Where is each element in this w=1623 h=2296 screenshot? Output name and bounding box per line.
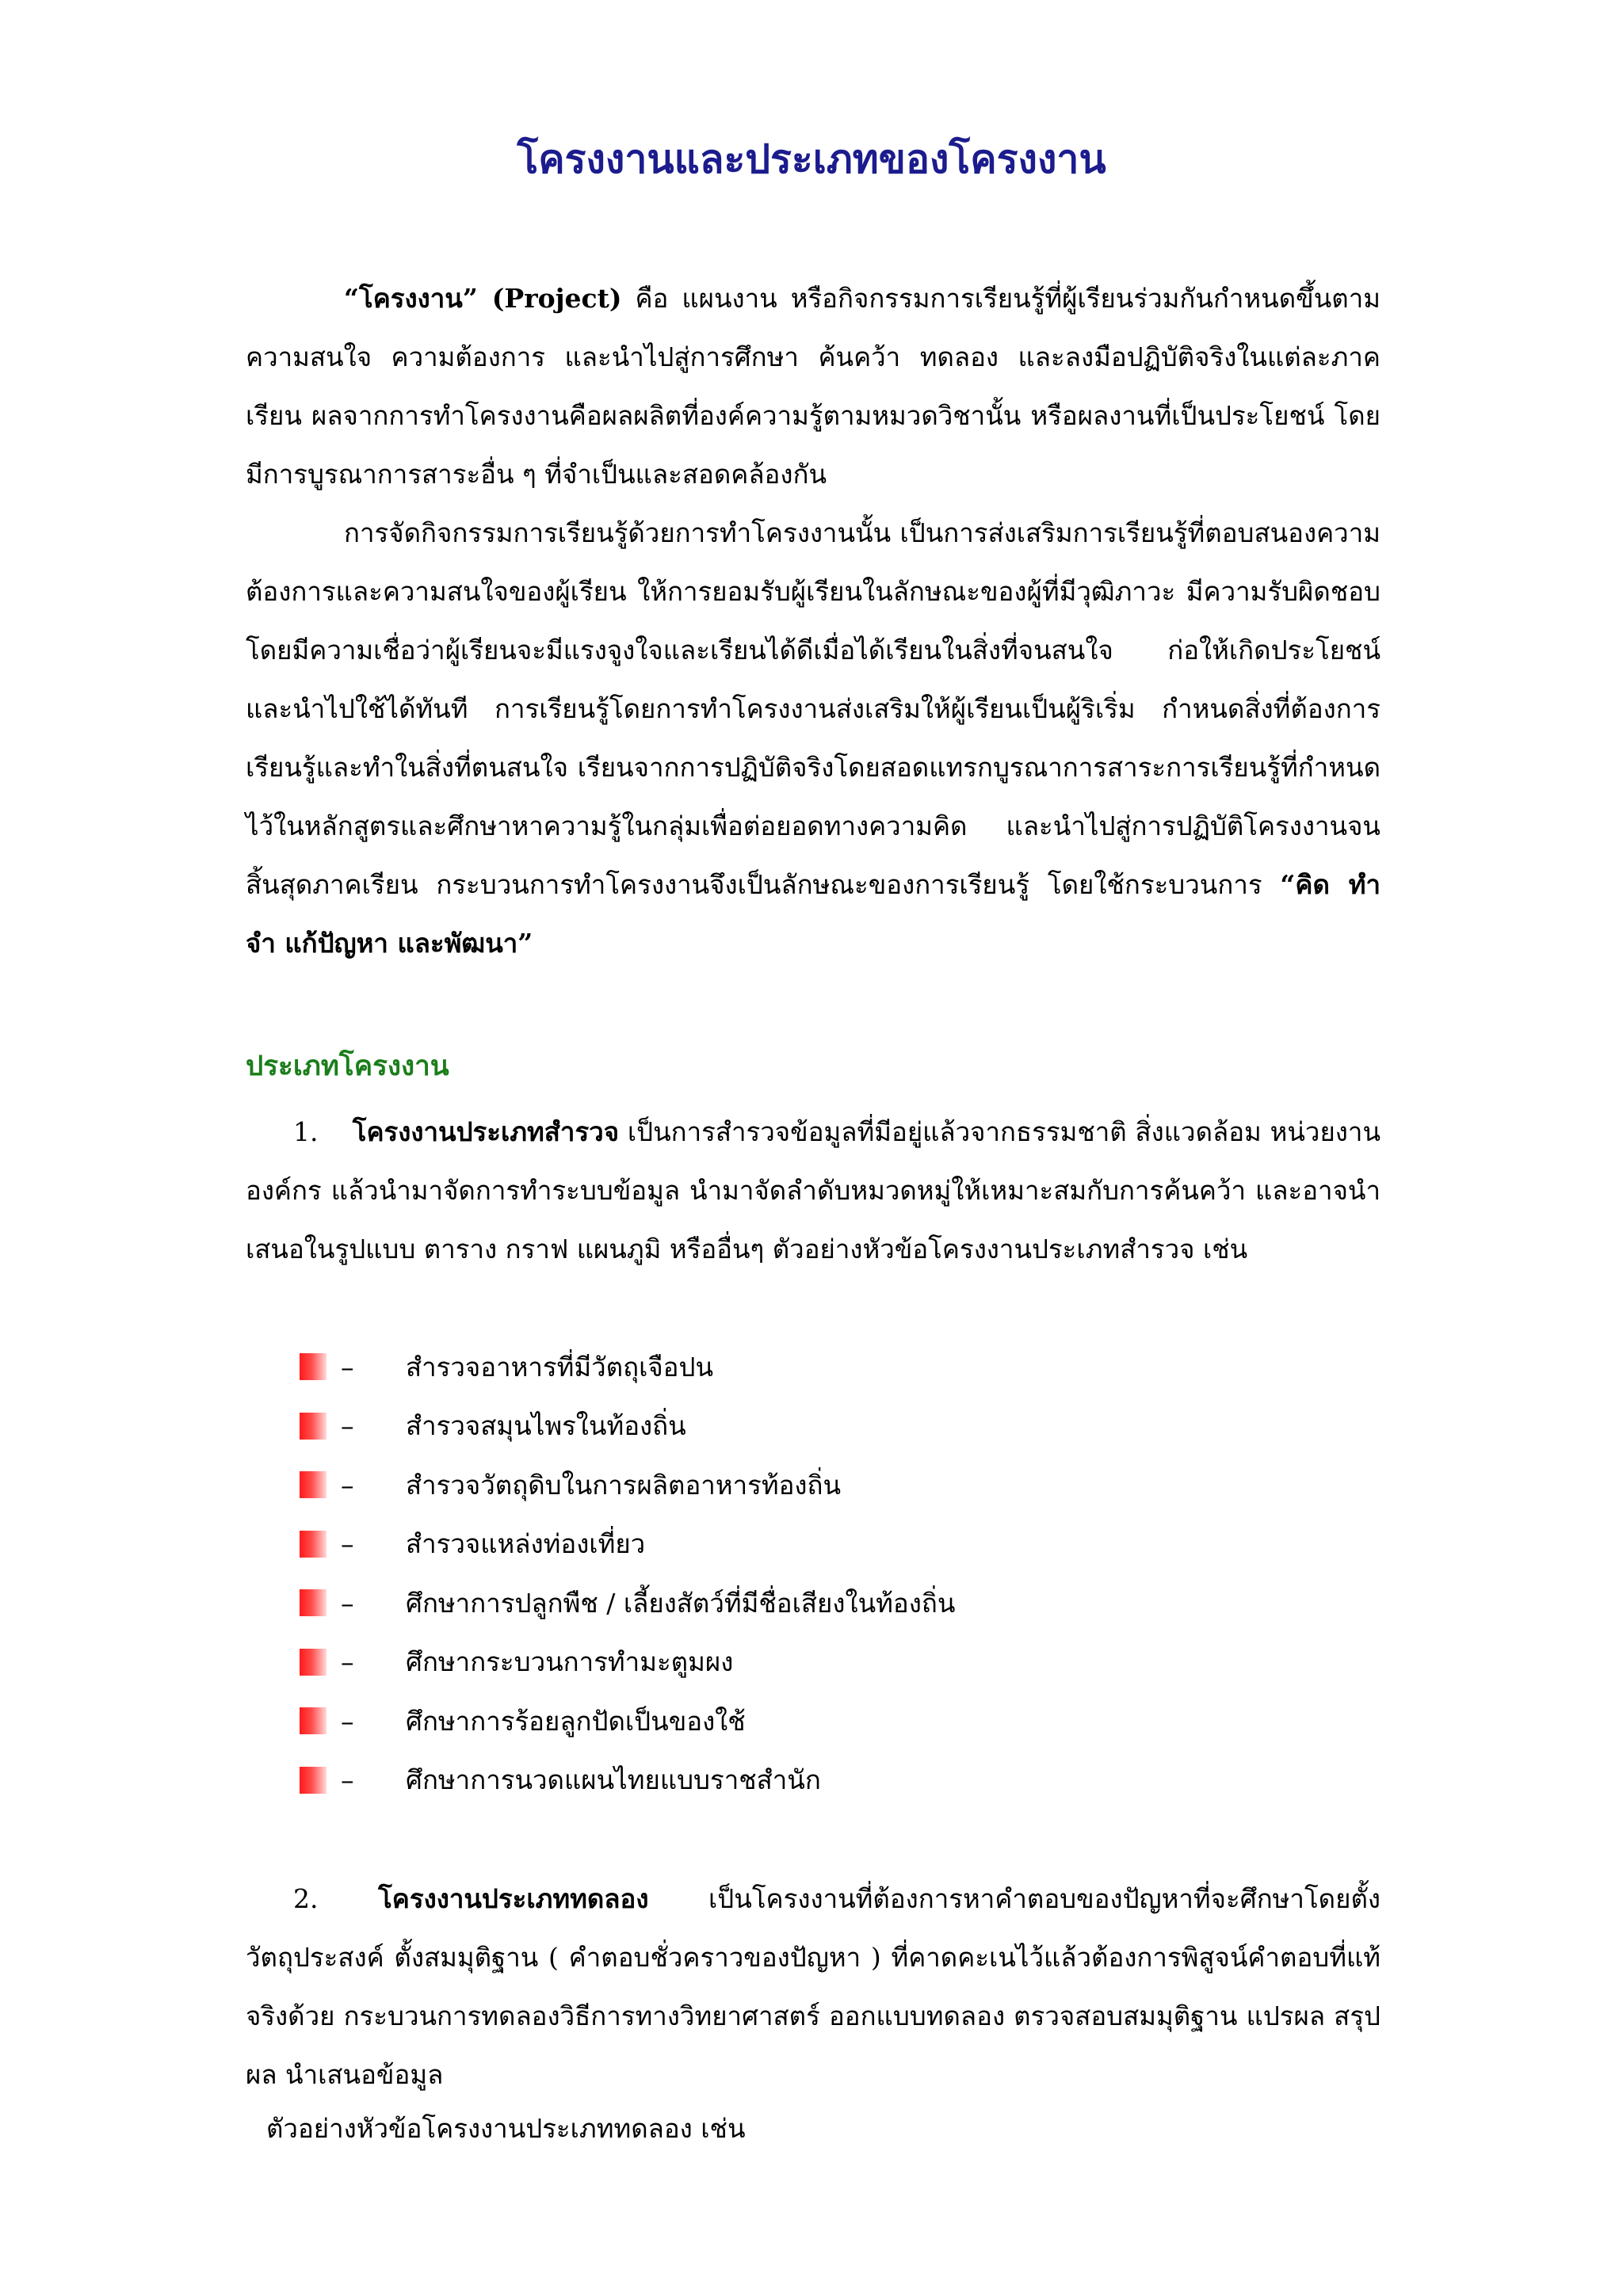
type2-name: โครงงานประเภททดลอง (378, 1883, 649, 1914)
type2-number: 2. (293, 1883, 319, 1914)
red-square-bullet-icon (300, 1471, 327, 1498)
list-item: – ศึกษากระบวนการทำมะตูมผง (300, 1633, 955, 1692)
list-item: – สำรวจแหล่งท่องเที่ยว (300, 1515, 955, 1574)
list-item: – ศึกษาการนวดแผนไทยแบบราชสำนัก (300, 1751, 955, 1810)
intro-paragraph-2 (246, 504, 1381, 973)
type1-section (246, 1103, 1381, 1279)
red-square-bullet-icon (300, 1767, 327, 1794)
type2-text: เป็นโครงงานที่ต้องการหาคำตอบของปัญหาที่จะศึกษาโดยตั้งวัตถุประสงค์ ตั้งสมมุติฐาน ( คำตอบชั่วคราวของปัญหา ) ที่คาดคะเนไว้แล้วต้องการพิสูจน์คำตอบที่แท้จริงด้วย กระบวนการทดลองวิธีการทางวิทยาศาสตร์ ออกแบบทดลอง ตรวจสอบสมมุติฐาน แปรผล สรุปผล นำเสนอข้อมูล (246, 1883, 1381, 2090)
section-heading-project-types: ประเภทโครงงาน (246, 1050, 449, 1082)
survey-examples-list (300, 1337, 955, 1810)
page-title: โครงงานและประเภทของโครงงาน (517, 135, 1106, 182)
red-square-bullet-icon (300, 1707, 327, 1734)
type1-name: โครงงานประเภทสำรวจ (352, 1116, 620, 1147)
process-emphasis: “คิด ทำ จำ แก้ปัญหา และพัฒนา” (246, 869, 1381, 959)
list-item: – สำรวจวัตถุดิบในการผลิตอาหารท้องถิ่น (300, 1455, 955, 1515)
red-square-bullet-icon (300, 1531, 327, 1558)
type1-number: 1. (293, 1116, 319, 1147)
red-square-bullet-icon (300, 1589, 327, 1616)
red-square-bullet-icon (300, 1413, 327, 1440)
type1-text: เป็นการสำรวจข้อมูลที่มีอยู่แล้วจากธรรมชาติ สิ่งแวดล้อม หน่วยงาน องค์กร แล้วนำมาจัดการทำระบบข้อมูล นำมาจัดลำดับหมวดหมู่ให้เหมาะสมกับการค้นคว้า และอาจนำเสนอในรูปแบบ ตาราง กราฟ แผนภูมิ หรืออื่นๆ ตัวอย่างหัวข้อโครงงานประเภทสำรวจ เช่น (246, 1116, 1381, 1264)
project-term: “โครงงาน” (Project) (344, 283, 622, 314)
list-item: – ศึกษาการร้อยลูกปัดเป็นของใช้ (300, 1691, 955, 1751)
intro-paragraph-1 (246, 269, 1381, 504)
type1-paragraph (246, 1103, 1381, 1279)
red-square-bullet-icon (300, 1649, 327, 1676)
list-item: – สำรวจอาหารที่มีวัตถุเจือปน (300, 1337, 955, 1397)
intro-section (246, 269, 1381, 973)
type2-section (246, 1870, 1381, 2104)
list-item: – ศึกษาการปลูกพืช / เลี้ยงสัตว์ที่มีชื่อเสียงในท้องถิ่น (300, 1573, 955, 1633)
type2-paragraph (246, 1870, 1381, 2104)
red-square-bullet-icon (300, 1353, 327, 1380)
list-item: – สำรวจสมุนไพรในท้องถิ่น (300, 1397, 955, 1456)
intro-paragraph-2-text: การจัดกิจกรรมการเรียนรู้ด้วยการทำโครงงานนั้น เป็นการส่งเสริมการเรียนรู้ที่ตอบสนองความต้องการและความสนใจของผู้เรียน ให้การยอมรับผู้เรียนในลักษณะของผู้ที่มีวุฒิภาวะ มีความรับผิดชอบ โดยมีความเชื่อว่าผู้เรียนจะมีแรงจูงใจและเรียนได้ดีเมื่อได้เรียนในสิ่งที่จนสนใจ ก่อให้เกิดประโยชน์และนำไปใช้ได้ทันที การเรียนรู้โดยการทำโครงงานส่งเสริมให้ผู้เรียนเป็นผู้ริเริ่ม กำหนดสิ่งที่ต้องการเรียนรู้และทำในสิ่งที่ตนสนใจ เรียนจากการปฏิบัติจริงโดยสอดแทรกบูรณาการสาระการเรียนรู้ที่กำหนดไว้ในหลักสูตรและศึกษาหาความรู้ในกลุ่มเพื่อต่อยอดทางความคิด และนำไปสู่การปฏิบัติโครงงานจนสิ้นสุดภาคเรียน กระบวนการทำโครงงานจึงเป็นลักษณะของการเรียนรู้ โดยใช้กระบวนการ (246, 517, 1381, 900)
type2-example-lead: ตัวอย่างหัวข้อโครงงานประเภททดลอง เช่น (266, 2113, 746, 2144)
intro-paragraph-1-text: คือ แผนงาน หรือกิจกรรมการเรียนรู้ที่ผู้เรียนร่วมกันกำหนดขึ้นตามความสนใจ ความต้องการ และนำไปสู่การศึกษา ค้นคว้า ทดลอง และลงมือปฏิบัติจริงในแต่ละภาคเรียน ผลจากการทำโครงงานคือผลผลิตที่องค์ความรู้ตามหมวดวิชานั้น หรือผลงานที่เป็นประโยชน์ โดยมีการบูรณาการสาระอื่น ๆ ที่จำเป็นและสอดคล้องกัน (246, 283, 1381, 490)
